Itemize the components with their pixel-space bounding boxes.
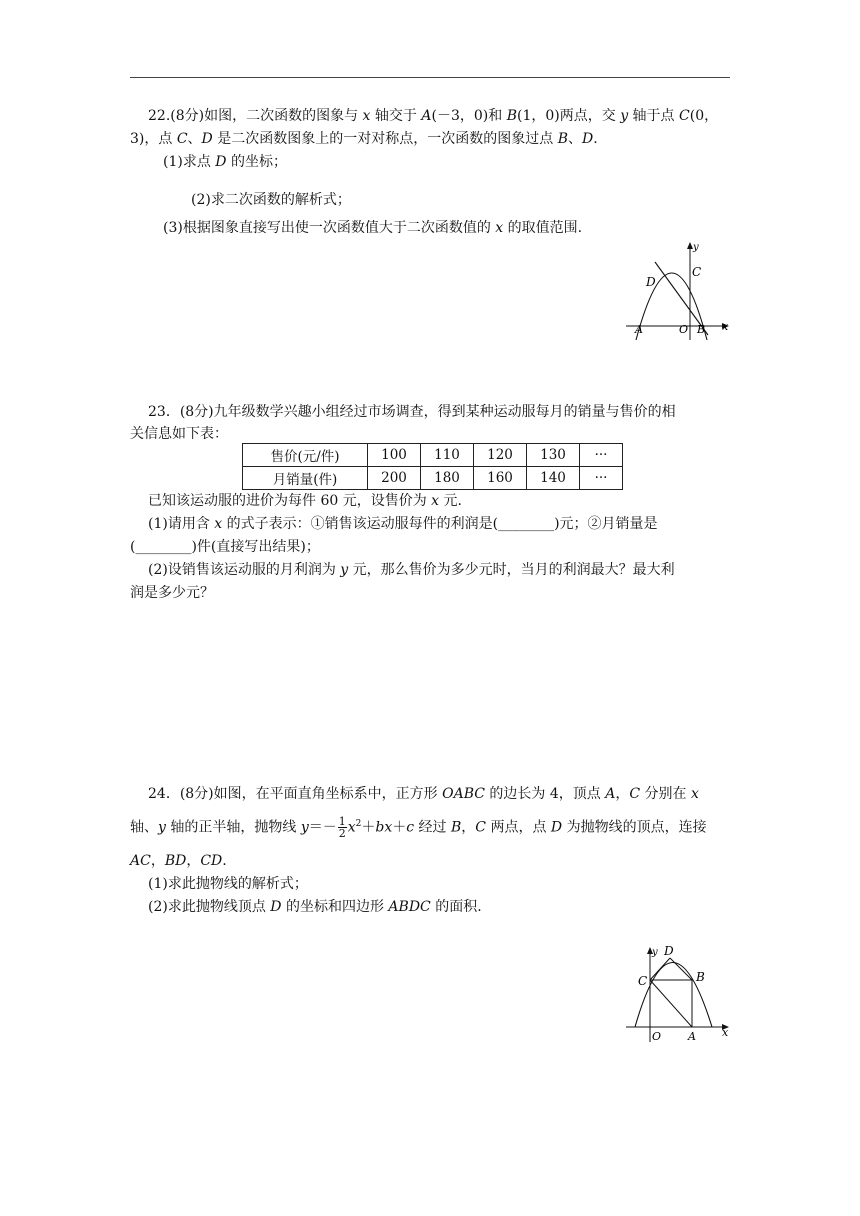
- q24-label-d: D: [664, 944, 674, 958]
- q23-part2-line2: 润是多少元？: [130, 585, 214, 601]
- q24-part2: (2)求此抛物线顶点 D 的坐标和四边形 ABDC 的面积.: [148, 899, 482, 915]
- table-row: [243, 444, 623, 467]
- q22-part3: (3)根据图象直接写出使一次函数值大于二次函数值的 x 的取值范围.: [163, 220, 583, 236]
- q23-part1-line2: (________)件(直接写出结果)；: [130, 539, 320, 555]
- fraction-one-half: $\frac{1}{2}$: [338, 815, 346, 841]
- table-cell: ···: [580, 444, 623, 467]
- q23-line1: 23．(8分)九年级数学兴趣小组经过市场调查，得到某种运动服每月的销量与售价的相: [148, 404, 676, 420]
- q22-line1: 22.(8分)如图，二次函数的图象与 x 轴交于 A(－3，0)和 B(1，0)两点，交 y 轴于点 C(0，: [148, 108, 719, 124]
- q24-label-a: A: [688, 1030, 696, 1043]
- price-sales-table: [242, 443, 623, 490]
- table-cell: 180: [421, 467, 474, 490]
- q23-part1: (1)请用含 x 的式子表示：①销售该运动服每件的利润是(________)元；②月销量是: [148, 516, 658, 532]
- table-cell: 140: [527, 467, 580, 490]
- table-row: [243, 467, 623, 490]
- q24-line-bd: [670, 958, 692, 980]
- q24-line-ac: [650, 980, 692, 1027]
- q22-label-c: C: [692, 265, 702, 279]
- table-cell: 200: [368, 467, 421, 490]
- q24-line-cd: [650, 958, 670, 980]
- table-cell: 120: [474, 444, 527, 467]
- q22-figure: [622, 238, 737, 346]
- table-cell: 110: [421, 444, 474, 467]
- q22-label-b: B: [697, 323, 706, 336]
- q23-line3: 已知该运动服的进价为每件 60 元，设售价为 x 元.: [148, 493, 462, 509]
- q23-part2: (2)设销售该运动服的月利润为 y 元，那么售价为多少元时，当月的利润最大？最大利: [148, 562, 675, 578]
- q24-figure: [622, 938, 738, 1048]
- q24-line3: AC，BD，CD.: [130, 853, 227, 869]
- q24-line1: 24．(8分)如图，在平面直角坐标系中，正方形 OABC 的边长为 4，顶点 A，C 分别在 x: [148, 786, 699, 802]
- q22-label-y: y: [693, 242, 699, 253]
- q24-label-x: x: [722, 1026, 729, 1039]
- table-cell: ···: [580, 467, 623, 490]
- q24-line2: 轴、y 轴的正半轴，抛物线 y＝－ $\frac{1}{2}$ $x^2+bx+c$ 经过 B，C 两点，点 D 为抛物线的顶点，连接: [130, 815, 707, 841]
- q22-label-a: A: [635, 323, 643, 336]
- q24-label-o: O: [652, 1030, 662, 1043]
- q24-part1: (1)求此抛物线的解析式；: [148, 876, 308, 892]
- q24-label-c: C: [638, 974, 648, 988]
- header-rule: [130, 77, 730, 78]
- q23-line2: 关信息如下表：: [130, 426, 228, 442]
- table-head-price: 售价(元/件): [243, 444, 368, 467]
- q24-label-b: B: [696, 970, 705, 984]
- table-cell: 100: [368, 444, 421, 467]
- q22-label-d: D: [646, 275, 656, 289]
- q22-line2: 3)，点 C、D 是二次函数图象上的一对对称点，一次函数的图象过点 B、D.: [130, 131, 598, 147]
- table-head-sales: 月销量(件): [243, 467, 368, 490]
- table-cell: 160: [474, 467, 527, 490]
- q22-part2: (2)求二次函数的解析式；: [191, 192, 351, 208]
- q22-part1: (1)求点 D 的坐标；: [163, 154, 287, 170]
- q24-label-y: y: [652, 947, 658, 958]
- q22-label-o: O: [679, 323, 689, 336]
- table-cell: 130: [527, 444, 580, 467]
- q22-label-x: x: [722, 320, 729, 333]
